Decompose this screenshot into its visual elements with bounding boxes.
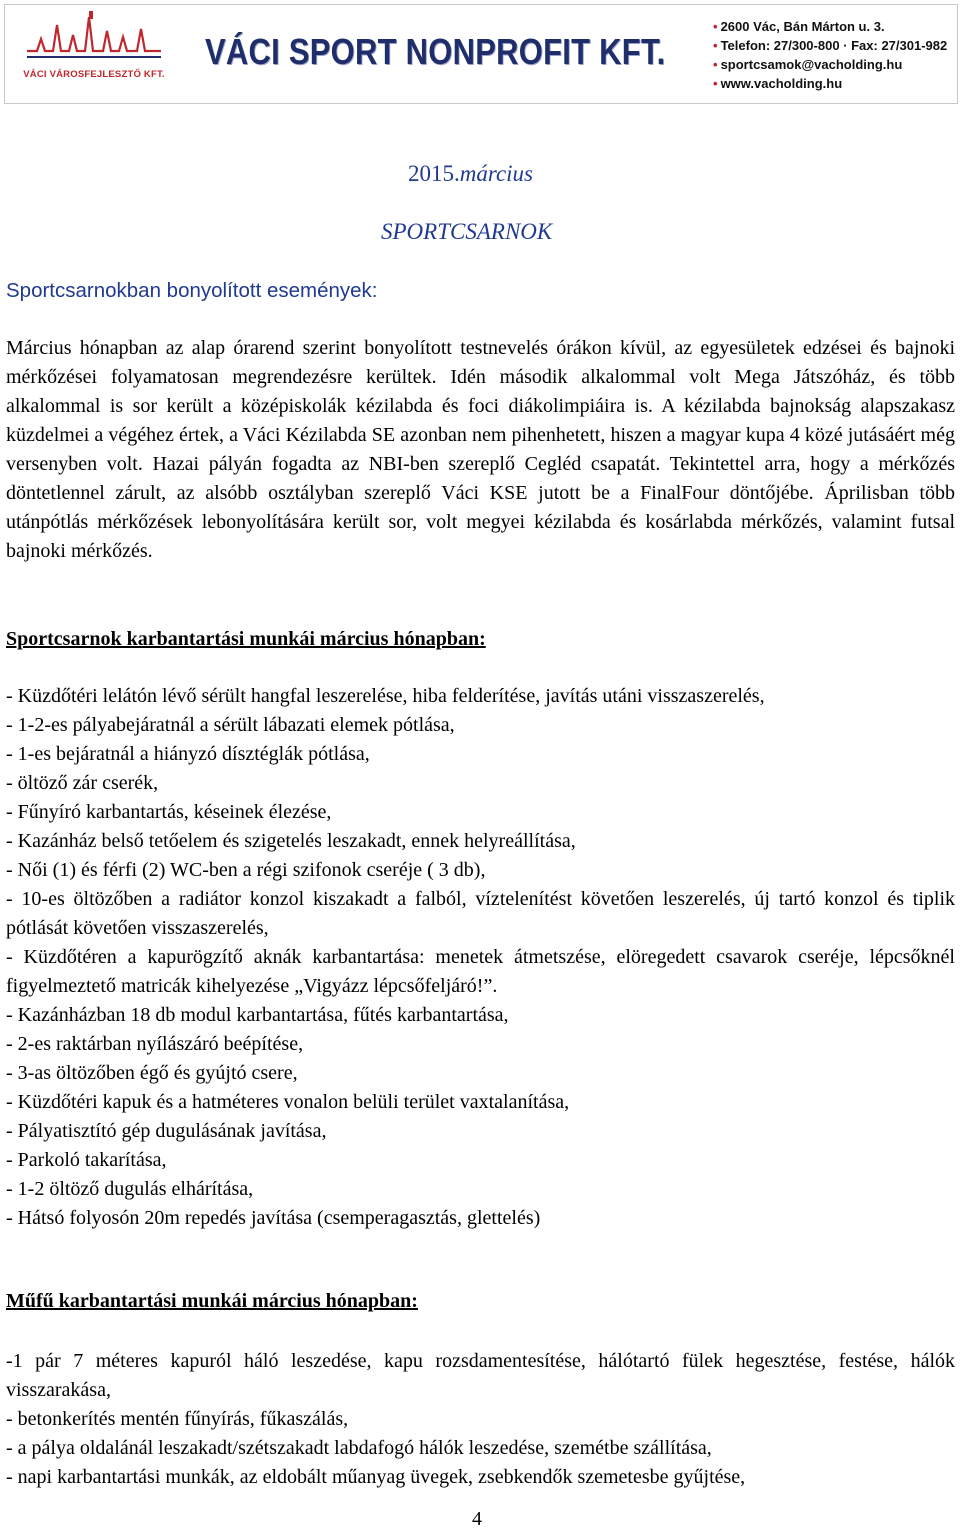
- list-item: -1 pár 7 méteres kapuról háló leszedése, kapu rozsdamentesítése, hálótartó fülek hegesztése, festése, hálók visszarakása,: [6, 1350, 955, 1401]
- contact-email[interactable]: • sportcsamok@vacholding.hu: [713, 57, 903, 72]
- bullet-icon: •: [713, 57, 718, 72]
- list-item: - Küzdőtéri lelátón lévő sérült hangfal leszerelése, hiba felderítése, javítás utáni visszaszerelés,: [6, 685, 765, 707]
- list-item: - Hátsó folyosón 20m repedés javítása (csemperagasztás, glettelés): [6, 1207, 541, 1229]
- list-item: - 1-2-es pályabejáratnál a sérült lábazati elemek pótlása,: [6, 714, 455, 736]
- list-item: - Parkoló takarítása,: [6, 1149, 167, 1171]
- list-item: - Fűnyíró karbantartás, késeinek élezése,: [6, 801, 332, 823]
- events-heading: Sportcsarnokban bonyolított események:: [6, 279, 378, 302]
- list-item: - Küzdőtéren a kapurögzítő aknák karbantartása: menetek átmetszése, elöregedett csavarok cseréje, lépcsőknél figyelmeztető matricák kihelyezése „Vigyázz lépcsőfeljáró!”.: [6, 946, 955, 997]
- bullet-icon: •: [713, 38, 718, 53]
- list-item: - betonkerítés mentén fűnyírás, fűkaszálás,: [6, 1408, 349, 1430]
- report-month: március: [459, 161, 534, 186]
- section-title: SPORTCSARNOK: [381, 219, 553, 244]
- contact-address: • 2600 Vác, Bán Márton u. 3.: [713, 19, 885, 34]
- list-item: - napi karbantartási munkák, az eldobált műanyag üvegek, zsebkendők szemetesbe gyűjtése,: [6, 1466, 746, 1488]
- list-item: - 2-es raktárban nyílászáró beépítése,: [6, 1033, 304, 1055]
- list-item: - Küzdőtéri kapuk és a hatméteres vonalon belüli terület vaxtalanítása,: [6, 1091, 570, 1113]
- company-name: VÁCI SPORT NONPROFIT KFT.: [205, 31, 666, 72]
- report-year: 2015.: [408, 161, 460, 186]
- events-paragraph: Március hónapban az alap órarend szerint bonyolított testnevelés órákon kívül, az egyesületek edzései és bajnoki mérkőzései folyamatosan megrendezésre kerültek. Idén második alkalommal volt Mega Játszóház, és több alkalommal is sor került a középiskolák kézilabda és foci diákolimpiáira is. A kézilabda bajnokság alapszakasz küzdelmei a végéhez értek, a Váci Kézilabda SE azonban nem pihenhetett, hiszen a magyar kupa 4 közé jutásáért még versenyben volt. Hazai pályán fogadta az NBI-ben szereplő Cegléd csapatát. Tekintettel arra, hogy a mérkőzés döntetlennel zárult, az alsóbb osztályban szereplő Váci KSE jutott be a FinalFour döntőjébe. Áprilisban több utánpótlás mérkőzések lebonyolítására került sor, volt megyei kézilabda és kosárlabda mérkőzés, valamint futsal bajnoki mérkőzés.: [6, 337, 955, 562]
- turf-maintenance-list: [6, 1347, 955, 1492]
- bullet-icon: •: [713, 19, 718, 34]
- list-item: - öltöző zár cserék,: [6, 772, 159, 794]
- list-item: - 1-2 öltöző dugulás elhárítása,: [6, 1178, 254, 1200]
- list-item: - 1-es bejáratnál a hiányzó dísztéglák pótlása,: [6, 743, 370, 765]
- list-item: - Pályatisztító gép dugulásának javítása,: [6, 1120, 327, 1142]
- list-item: - Női (1) és férfi (2) WC-ben a régi szifonok cseréje ( 3 db),: [6, 859, 486, 881]
- contact-phone: • Telefon: 27/300-800 · Fax: 27/301-982: [713, 38, 948, 53]
- logo-text: VÁCI VÁROSFEJLESZTŐ KFT.: [23, 69, 165, 80]
- city-skyline-icon: [23, 11, 165, 69]
- list-item: - 3-as öltözőben égő és gyújtó csere,: [6, 1062, 298, 1084]
- list-item: - 10-es öltözőben a radiátor konzol kiszakadt a falból, víztelenítést követően leszerelés, új tartó konzol és tiplik pótlását követően visszaszerelés,: [6, 888, 955, 939]
- list-item: - a pálya oldalánál leszakadt/szétszakadt labdafogó hálók leszedése, szemétbe szállítása,: [6, 1437, 712, 1459]
- contact-website[interactable]: • www.vacholding.hu: [713, 76, 843, 91]
- hall-maintenance-list: [6, 682, 955, 1233]
- bullet-icon: •: [713, 76, 718, 91]
- list-item: - Kazánházban 18 db modul karbantartása, fűtés karbantartása,: [6, 1004, 509, 1026]
- company-logo: [23, 11, 165, 99]
- hall-maintenance-heading: Sportcsarnok karbantartási munkái március hónapban:: [6, 628, 486, 650]
- page-number: 4: [472, 1508, 482, 1530]
- letterhead: [4, 4, 958, 104]
- list-item: - Kazánház belső tetőelem és szigetelés leszakadt, ennek helyreállítása,: [6, 830, 576, 852]
- report-date: [408, 161, 533, 187]
- contact-block: [713, 17, 957, 93]
- turf-maintenance-heading: Műfű karbantartási munkái március hónapban:: [6, 1290, 418, 1312]
